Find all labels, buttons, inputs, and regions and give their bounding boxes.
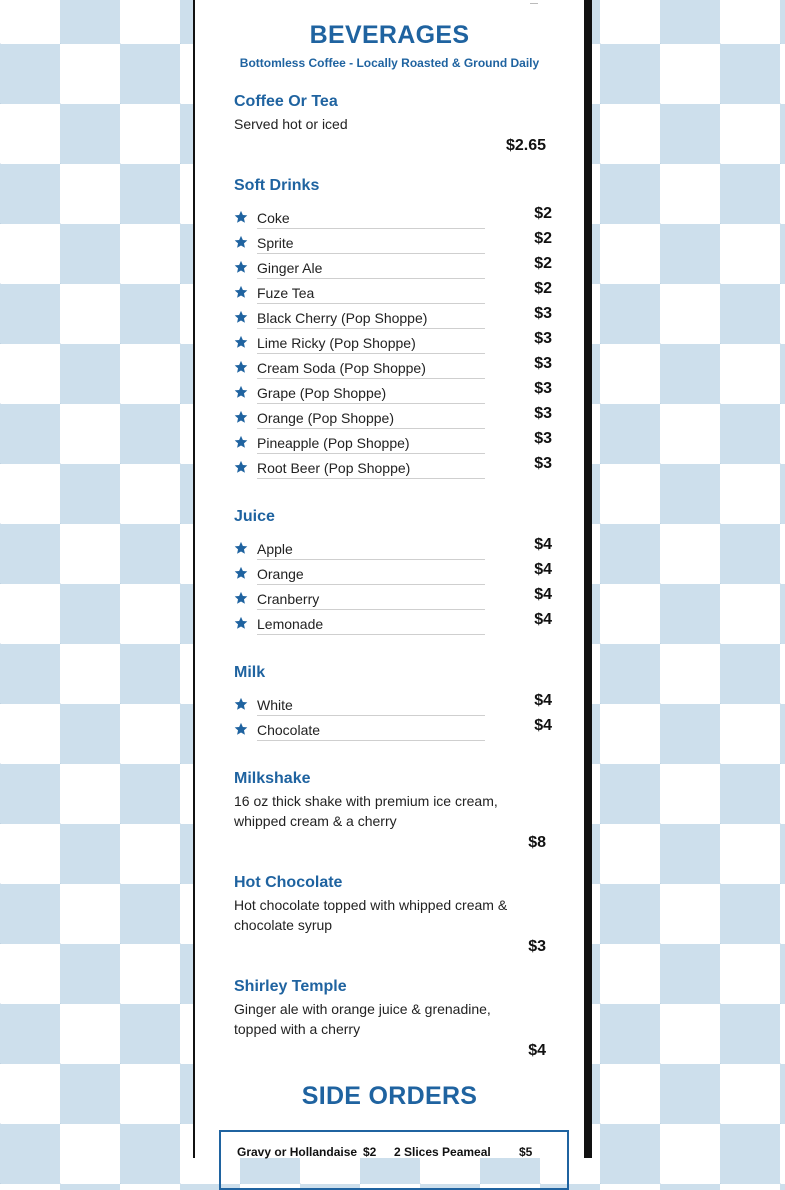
juice-label: Lemonade xyxy=(257,614,485,635)
shirley-temple-price: $4 xyxy=(528,1042,546,1059)
star-icon xyxy=(234,591,248,605)
milkshake-heading: Milkshake xyxy=(234,770,311,787)
juice-row xyxy=(234,535,552,560)
star-icon xyxy=(234,360,248,374)
side-orders-box xyxy=(219,1130,569,1190)
star-icon xyxy=(234,335,248,349)
juice-row xyxy=(234,610,552,635)
coffee-description: Served hot or iced xyxy=(234,116,348,132)
milkshake-price: $8 xyxy=(528,834,546,851)
milk-price: $4 xyxy=(534,717,552,734)
milk-label: White xyxy=(257,695,485,716)
soft-drink-label: Ginger Ale xyxy=(257,258,485,279)
juice-label: Apple xyxy=(257,539,485,560)
milk-list xyxy=(234,691,552,741)
milk-price: $4 xyxy=(534,692,552,709)
soft-drink-label: Lime Ricky (Pop Shoppe) xyxy=(257,333,485,354)
star-icon xyxy=(234,435,248,449)
soft-drink-row xyxy=(234,279,552,304)
side-orders-title: SIDE ORDERS xyxy=(301,1082,478,1110)
juice-label: Cranberry xyxy=(257,589,485,610)
soft-drink-label: Grape (Pop Shoppe) xyxy=(257,383,485,404)
star-icon xyxy=(234,235,248,249)
milk-row xyxy=(234,716,552,741)
soft-drinks-list xyxy=(234,204,552,479)
soft-drink-price: $2 xyxy=(534,255,552,272)
star-icon xyxy=(234,460,248,474)
milk-row xyxy=(234,691,552,716)
hot-chocolate-heading: Hot Chocolate xyxy=(234,874,343,891)
soft-drink-label: Orange (Pop Shoppe) xyxy=(257,408,485,429)
star-icon xyxy=(234,410,248,424)
juice-price: $4 xyxy=(534,561,552,578)
star-icon xyxy=(234,697,248,711)
soft-drink-price: $3 xyxy=(534,305,552,322)
soft-drinks-heading: Soft Drinks xyxy=(234,177,320,194)
soft-drink-label: Fuze Tea xyxy=(257,283,485,304)
soft-drink-row xyxy=(234,304,552,329)
soft-drink-label: Coke xyxy=(257,208,485,229)
soft-drink-label: Pineapple (Pop Shoppe) xyxy=(257,433,485,454)
juice-heading: Juice xyxy=(234,508,275,525)
soft-drink-price: $3 xyxy=(534,380,552,397)
soft-drink-price: $2 xyxy=(534,205,552,222)
soft-drink-label: Sprite xyxy=(257,233,485,254)
soft-drink-price: $3 xyxy=(534,405,552,422)
soft-drink-row xyxy=(234,429,552,454)
soft-drink-price: $2 xyxy=(534,230,552,247)
milkshake-description: 16 oz thick shake with premium ice cream, whipped cream & a cherry xyxy=(234,793,498,829)
soft-drink-label: Cream Soda (Pop Shoppe) xyxy=(257,358,485,379)
juice-price: $4 xyxy=(534,536,552,553)
soft-drink-label: Black Cherry (Pop Shoppe) xyxy=(257,308,485,329)
star-icon xyxy=(234,566,248,580)
star-icon xyxy=(234,210,248,224)
soft-drink-price: $2 xyxy=(534,280,552,297)
soft-drink-row xyxy=(234,454,552,479)
soft-drink-row xyxy=(234,204,552,229)
star-icon xyxy=(234,285,248,299)
soft-drink-row xyxy=(234,379,552,404)
soft-drink-row xyxy=(234,354,552,379)
side-item-gravy-price: $2 xyxy=(363,1145,377,1159)
hot-chocolate-description: Hot chocolate topped with whipped cream & chocolate syrup xyxy=(234,897,508,933)
soft-drink-price: $3 xyxy=(534,355,552,372)
coffee-heading: Coffee Or Tea xyxy=(234,93,338,110)
soft-drink-price: $3 xyxy=(534,430,552,447)
side-item-gravy-label: Gravy or Hollandaise xyxy=(237,1145,358,1159)
milk-label: Chocolate xyxy=(257,720,485,741)
juice-price: $4 xyxy=(534,586,552,603)
coffee-price: $2.65 xyxy=(505,137,546,154)
soft-drink-label: Root Beer (Pop Shoppe) xyxy=(257,458,485,479)
juice-row xyxy=(234,560,552,585)
soft-drink-row xyxy=(234,404,552,429)
juice-label: Orange xyxy=(257,564,485,585)
side-item-peameal-label: 2 Slices Peameal xyxy=(394,1145,491,1159)
beverages-title: BEVERAGES xyxy=(309,21,470,49)
milk-heading: Milk xyxy=(234,664,266,681)
shirley-temple-description: Ginger ale with orange juice & grenadine, topped with a cherry xyxy=(234,1001,491,1037)
panel-top-tab xyxy=(530,0,538,4)
soft-drink-price: $3 xyxy=(534,330,552,347)
star-icon xyxy=(234,260,248,274)
star-icon xyxy=(234,722,248,736)
juice-price: $4 xyxy=(534,611,552,628)
side-item-peameal-price: $5 xyxy=(519,1145,533,1159)
soft-drink-row xyxy=(234,329,552,354)
star-icon xyxy=(234,310,248,324)
soft-drink-row xyxy=(234,229,552,254)
beverages-subtitle: Bottomless Coffee - Locally Roasted & Ground Daily xyxy=(239,56,540,70)
juice-row xyxy=(234,585,552,610)
shirley-temple-heading: Shirley Temple xyxy=(234,978,347,995)
soft-drink-row xyxy=(234,254,552,279)
juice-list xyxy=(234,535,552,635)
hot-chocolate-price: $3 xyxy=(528,938,546,955)
star-icon xyxy=(234,541,248,555)
star-icon xyxy=(234,616,248,630)
star-icon xyxy=(234,385,248,399)
soft-drink-price: $3 xyxy=(534,455,552,472)
menu-panel xyxy=(193,0,592,1158)
